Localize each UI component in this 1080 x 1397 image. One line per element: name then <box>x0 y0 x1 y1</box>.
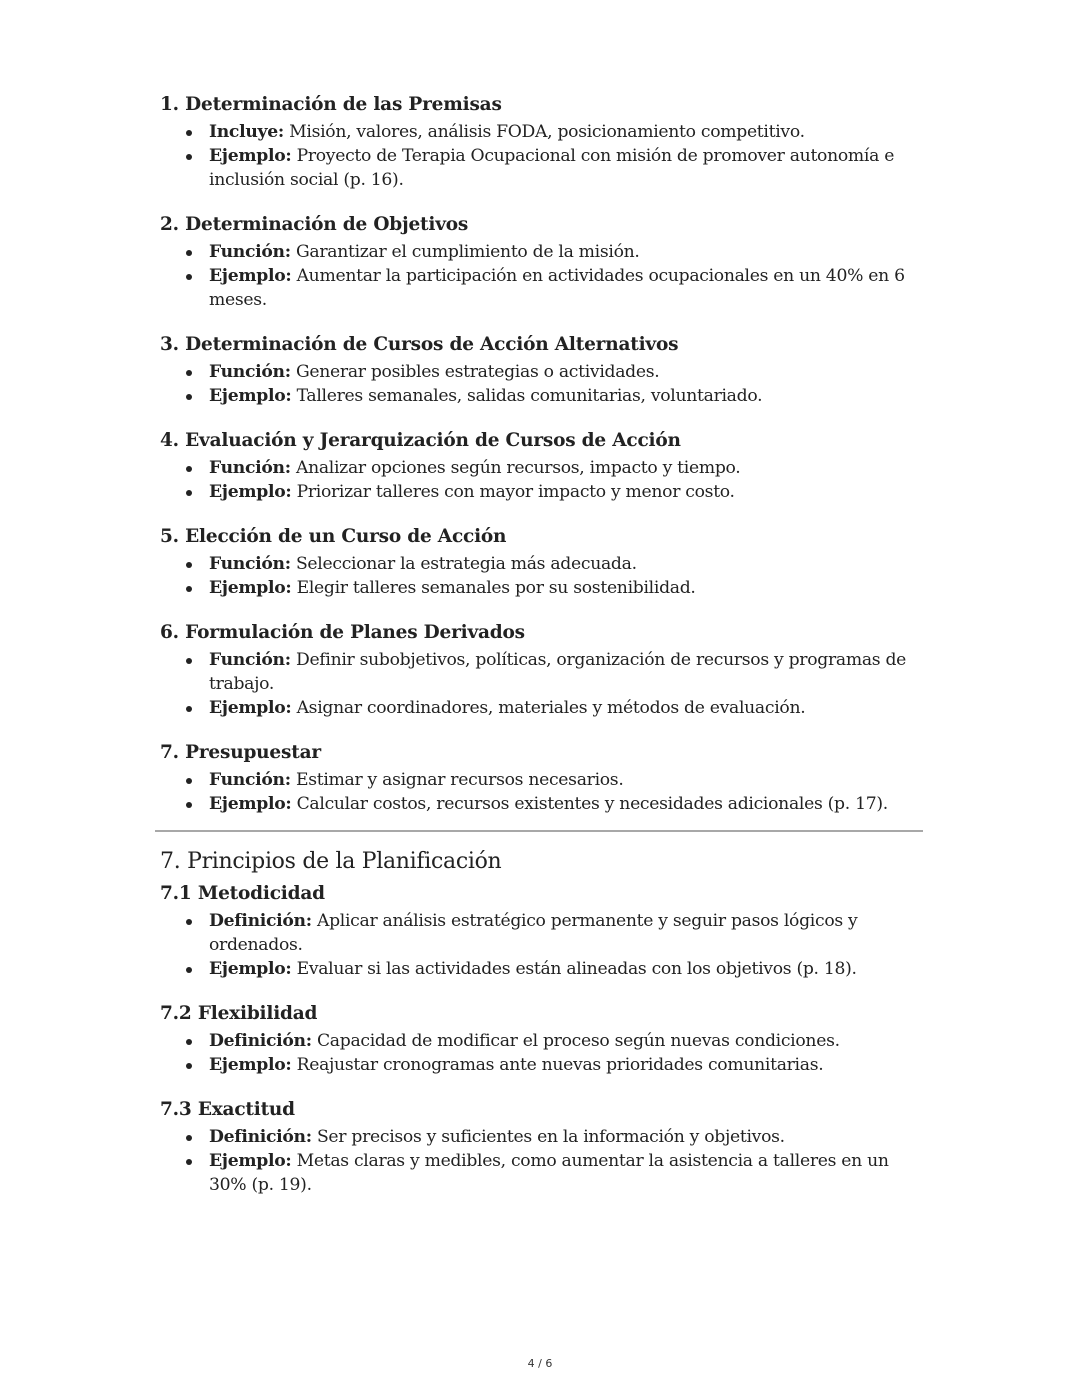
item-label: Ejemplo: <box>209 146 292 166</box>
list-item <box>209 696 925 720</box>
step-list <box>160 240 925 312</box>
item-label: Definición: <box>209 1127 312 1147</box>
subsection-title: 7.1 Metodicidad <box>160 883 325 904</box>
item-text: Misión, valores, análisis FODA, posicionamiento competitivo. <box>283 122 805 142</box>
item-text: Aumentar la participación en actividades ocupacionales en un 40% en 6 meses. <box>209 266 905 310</box>
item-text: Evaluar si las actividades están alineadas con los objetivos (p. 18). <box>291 959 857 979</box>
item-text: Asignar coordinadores, materiales y métodos de evaluación. <box>291 698 806 718</box>
step-title: 2. Determinación de Objetivos <box>160 214 469 235</box>
item-label: Función: <box>209 242 291 262</box>
item-label: Ejemplo: <box>209 698 292 718</box>
step-7 <box>160 741 925 816</box>
step-5 <box>160 525 925 600</box>
step-title: 6. Formulación de Planes Derivados <box>160 622 525 643</box>
subsection-exactitud <box>160 1098 925 1197</box>
subsection-list <box>160 1125 925 1197</box>
item-text: Generar posibles estrategias o actividades. <box>290 362 660 382</box>
item-label: Función: <box>209 650 291 670</box>
list-item <box>209 360 925 384</box>
section-divider <box>155 830 923 832</box>
step-list <box>160 360 925 408</box>
item-text: Calcular costos, recursos existentes y necesidades adicionales (p. 17). <box>291 794 888 814</box>
subsection-list <box>160 1029 925 1077</box>
item-label: Ejemplo: <box>209 1055 292 1075</box>
item-label: Definición: <box>209 1031 312 1051</box>
step-2 <box>160 213 925 312</box>
item-label: Definición: <box>209 911 312 931</box>
principles-section <box>160 848 925 1218</box>
item-text: Aplicar análisis estratégico permanente y seguir pasos lógicos y ordenados. <box>209 911 858 955</box>
item-label: Función: <box>209 362 291 382</box>
subsection-metodicidad <box>160 882 925 981</box>
list-item <box>209 792 925 816</box>
item-label: Ejemplo: <box>209 266 292 286</box>
subsection-title: 7.2 Flexibilidad <box>160 1003 318 1024</box>
item-label: Ejemplo: <box>209 578 292 598</box>
item-text: Analizar opciones según recursos, impacto y tiempo. <box>290 458 741 478</box>
item-text: Capacidad de modificar el proceso según nuevas condiciones. <box>311 1031 840 1051</box>
step-1 <box>160 93 925 192</box>
item-text: Metas claras y medibles, como aumentar la asistencia a talleres en un 30% (p. 19). <box>209 1151 889 1195</box>
step-3 <box>160 333 925 408</box>
item-text: Proyecto de Terapia Ocupacional con misión de promover autonomía e inclusión social (p. 16). <box>209 146 895 190</box>
item-label: Ejemplo: <box>209 959 292 979</box>
item-label: Ejemplo: <box>209 482 292 502</box>
step-6 <box>160 621 925 720</box>
item-text: Definir subobjetivos, políticas, organización de recursos y programas de trabajo. <box>209 650 907 694</box>
page-indicator: 4 / 6 <box>527 1357 553 1370</box>
step-title: 1. Determinación de las Premisas <box>160 94 502 115</box>
list-item <box>209 1029 925 1053</box>
step-title: 3. Determinación de Cursos de Acción Alternativos <box>160 334 679 355</box>
item-label: Ejemplo: <box>209 1151 292 1171</box>
list-item <box>209 384 925 408</box>
item-text: Elegir talleres semanales por su sostenibilidad. <box>291 578 696 598</box>
list-item <box>209 957 925 981</box>
item-label: Ejemplo: <box>209 386 292 406</box>
item-label: Función: <box>209 458 291 478</box>
item-label: Ejemplo: <box>209 794 292 814</box>
list-item <box>209 909 925 957</box>
step-4 <box>160 429 925 504</box>
step-list <box>160 120 925 192</box>
item-text: Reajustar cronogramas ante nuevas prioridades comunitarias. <box>291 1055 824 1075</box>
list-item <box>209 1125 925 1149</box>
item-text: Seleccionar la estrategia más adecuada. <box>290 554 637 574</box>
list-item <box>209 480 925 504</box>
list-item <box>209 552 925 576</box>
list-item <box>209 240 925 264</box>
step-title: 5. Elección de un Curso de Acción <box>160 526 507 547</box>
list-item <box>209 648 925 696</box>
subsection-flexibilidad <box>160 1002 925 1077</box>
list-item <box>209 1149 925 1197</box>
list-item <box>209 1053 925 1077</box>
step-list <box>160 552 925 600</box>
list-item <box>209 120 925 144</box>
item-label: Incluye: <box>209 122 284 142</box>
list-item <box>209 264 925 312</box>
step-list <box>160 648 925 720</box>
planning-steps <box>160 93 925 837</box>
section-title: 7. Principios de la Planificación <box>160 849 502 874</box>
item-text: Priorizar talleres con mayor impacto y menor costo. <box>291 482 735 502</box>
subsection-title: 7.3 Exactitud <box>160 1099 295 1120</box>
step-title: 7. Presupuestar <box>160 742 321 763</box>
list-item <box>209 576 925 600</box>
subsection-list <box>160 909 925 981</box>
item-label: Función: <box>209 770 291 790</box>
step-title: 4. Evaluación y Jerarquización de Cursos de Acción <box>160 430 681 451</box>
list-item <box>209 144 925 192</box>
item-text: Estimar y asignar recursos necesarios. <box>290 770 624 790</box>
item-text: Ser precisos y suficientes en la información y objetivos. <box>311 1127 785 1147</box>
step-list <box>160 456 925 504</box>
step-list <box>160 768 925 816</box>
item-text: Garantizar el cumplimiento de la misión. <box>290 242 640 262</box>
item-text: Talleres semanales, salidas comunitarias, voluntariado. <box>291 386 763 406</box>
list-item <box>209 456 925 480</box>
list-item <box>209 768 925 792</box>
item-label: Función: <box>209 554 291 574</box>
